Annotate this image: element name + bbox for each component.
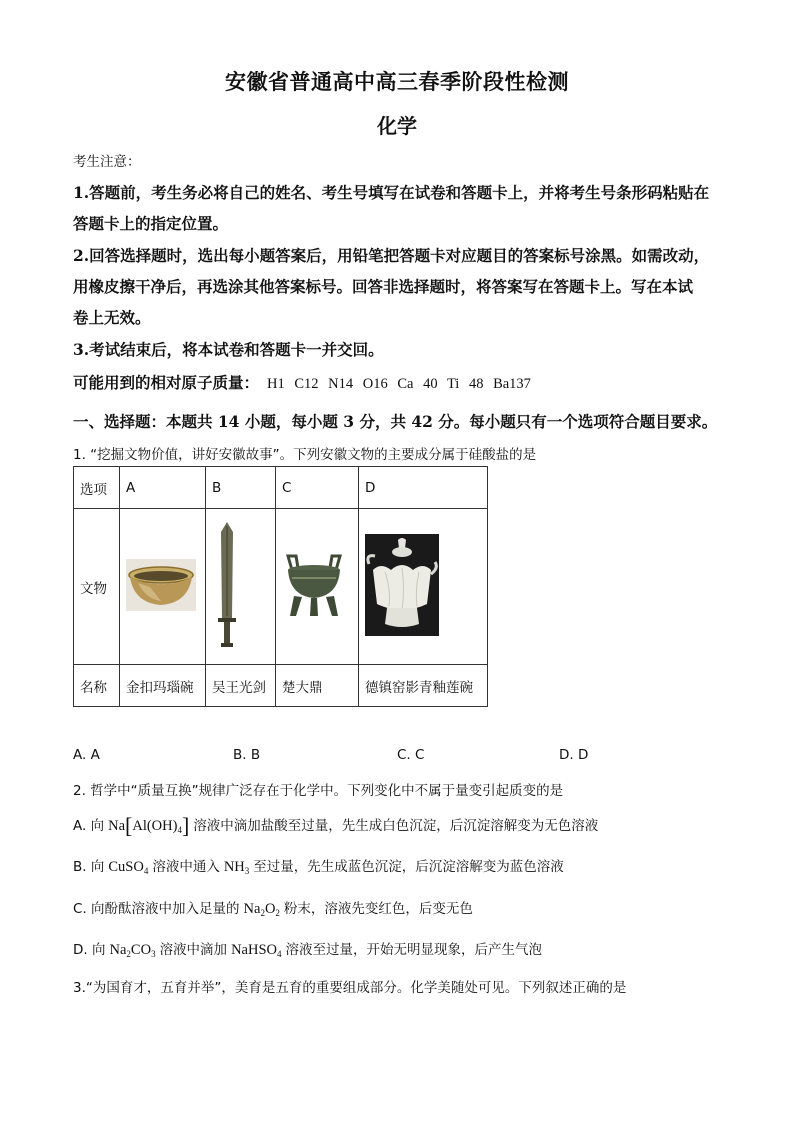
q1-table-col-b: B: [206, 467, 276, 509]
bronze-sword-image: [212, 520, 242, 650]
q2-a-text: 溶液中滴加盐酸至过量，先生成白色沉淀，后沉淀溶解变为无色溶液: [193, 818, 599, 834]
q1-name-c: 楚大鼎: [276, 665, 359, 707]
q3-stem: 3.“为国育才，五育并举”，美育是五育的重要组成部分。化学美随处可见。下列叙述正确的是: [73, 980, 627, 996]
q1-table-row-relic: [74, 509, 488, 665]
q1-table-col-d: D: [359, 467, 488, 509]
notice-heading: 考生注意：: [73, 154, 141, 170]
bronze-ding-image: [282, 550, 346, 620]
q2-option-c: [73, 897, 473, 918]
notice-item-1b: 答题卡上的指定位置。: [73, 214, 229, 233]
q2-d-text: 溶液至过量，开始无明显现象，后产生气泡: [285, 942, 542, 958]
q1-option-a: A. A: [73, 747, 100, 763]
q2-d-formula: $Na_2CO_3$: [109, 942, 156, 959]
notice-item-1a: 1.答题前，考生务必将自己的姓名、考生号填写在试卷和答题卡上，并将考生号条形码粘贴在: [73, 183, 710, 202]
q1-stem: 1. “挖掘文物价值，讲好安徽故事”。下列安徽文物的主要成分属于硅酸盐的是: [73, 447, 537, 463]
q1-name-b: 吴王光剑: [206, 665, 276, 707]
q1-table-cell-name-label: 名称: [74, 665, 120, 707]
q1-table-row-option: [74, 467, 488, 509]
q2-c-formula: $Na_2O_2$: [243, 901, 280, 918]
atomic-masses-label: 可能用到的相对原子质量：: [73, 373, 260, 392]
celadon-lotus-bowl-image: [365, 534, 439, 636]
notice-item-3: 3.考试结束后，将本试卷和答题卡一并交回。: [73, 340, 384, 359]
q2-a-formula: $Na[Al(OH)_4]$: [108, 813, 190, 838]
q2-stem: 2. 哲学中“质量互换”规律广泛存在于化学中。下列变化中不属于量变引起质变的是: [73, 783, 564, 799]
q1-relic-a-cell: [120, 509, 206, 665]
notice-item-2c: 卷上无效。: [73, 308, 151, 327]
q2-option-a: [73, 813, 598, 839]
q1-option-c: C. C: [397, 747, 425, 763]
q1-name-a: 金扣玛瑙碗: [120, 665, 206, 707]
agate-bowl-image: [126, 559, 196, 611]
q1-table-cell-relic-label: 文物: [74, 509, 120, 665]
q1-table: [73, 466, 488, 707]
q1-relic-c-cell: [276, 509, 359, 665]
notice-item-2b: 用橡皮擦干净后，再选涂其他答案标号。回答非选择题时，将答案写在答题卡上。写在本试: [73, 277, 694, 296]
q2-d-prefix: D. 向: [73, 942, 106, 958]
q1-relic-b-cell: [206, 509, 276, 665]
q1-table-cell-option-label: 选项: [74, 467, 120, 509]
subject-title: 化学: [377, 114, 417, 138]
atomic-masses-line: [73, 371, 531, 393]
q2-a-prefix: A. 向: [73, 818, 105, 834]
section-1-heading: 一、选择题：本题共 14 小题，每小题 3 分，共 42 分。每小题只有一个选项符合题目要求。: [73, 412, 718, 431]
atomic-masses-values: H1 C12 N14 O16 Ca 40 Ti 48 Ba137: [267, 376, 531, 392]
exam-title: 安徽省普通高中高三春季阶段性检测: [225, 69, 569, 94]
q2-b-formula-2: $NH_3$: [223, 859, 250, 876]
q2-b-prefix: B. 向: [73, 859, 105, 875]
q2-c-text: 粉末，溶液先变红色，后变无色: [283, 901, 473, 917]
q2-b-text: 至过量，先生成蓝色沉淀，后沉淀溶解变为蓝色溶液: [253, 859, 564, 875]
q1-table-row-name: [74, 665, 488, 707]
q1-option-d: D. D: [559, 747, 589, 763]
q1-table-col-a: A: [120, 467, 206, 509]
notice-item-2a: 2.回答选择题时，选出每小题答案后，用铅笔把答题卡对应题目的答案标号涂黑。如需改动，: [73, 246, 710, 265]
q1-option-b: B. B: [233, 747, 261, 763]
q1-relic-d-cell: [359, 509, 488, 665]
q2-option-d: D. 向 $Na_2CO_3$ 溶液中滴加 NaHSO$_4$ 溶液至过量，开始无明显现象，后产生气泡: [73, 942, 542, 959]
q2-d-formula-2: NaHSO$_4$: [231, 942, 282, 959]
q1-name-d: 德镇窑影青釉莲碗: [359, 665, 488, 707]
q2-b-formula: CuSO$_4$: [108, 859, 149, 876]
q2-option-b: B. 向 CuSO$_4$ 溶液中通入 $NH_3$ 至过量，先生成蓝色沉淀，后沉淀溶解变为蓝色溶液: [73, 859, 564, 876]
q2-c-prefix: C. 向酚酞溶液中加入足量的: [73, 901, 240, 917]
q1-table-col-c: C: [276, 467, 359, 509]
